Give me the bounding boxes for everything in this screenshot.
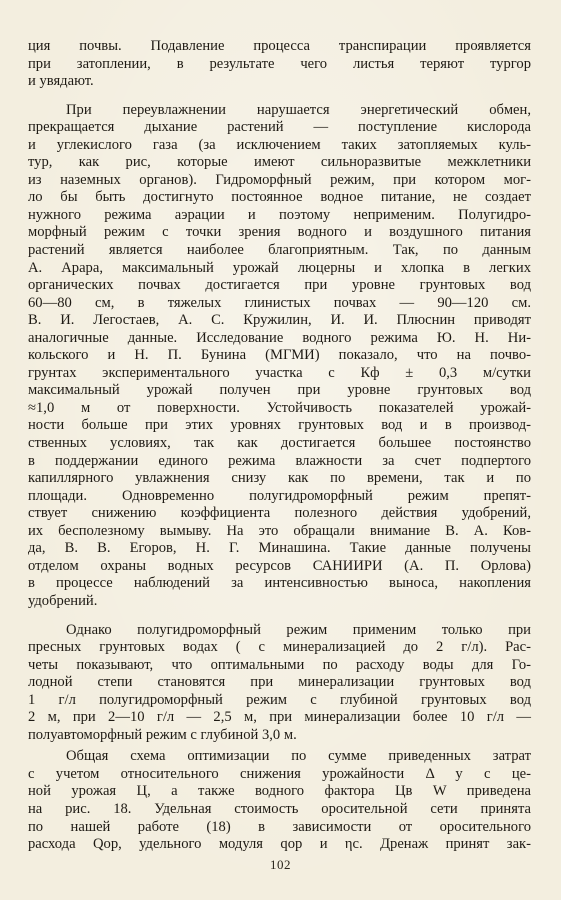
text-line: ности больше при этих уровнях грунтовых вод и в производ-	[28, 417, 531, 434]
text-line: ствует снижению коэффициента полезного действия удобрений,	[28, 505, 531, 522]
page-number: 102	[270, 857, 291, 872]
text-line: площади. Одновременно полугидроморфный режим препят-	[28, 487, 531, 504]
text-line: четы показывают, что оптимальными по расходу воды для Го-	[28, 656, 531, 673]
text-line: в процессе наблюдений за интенсивностью выноса, накопления	[28, 575, 531, 592]
text-line: с учетом относительного снижения урожайности Δ y с це-	[28, 765, 531, 782]
text-line: А. Арара, максимальный урожай люцерны и хлопка в легких	[28, 259, 531, 276]
text-line: полуавтоморфный режим с глубиной 3,0 м.	[28, 726, 297, 743]
paragraph-4	[28, 748, 531, 853]
text-line: и углекислого газа (за исключением таких затопляемых куль-	[28, 136, 531, 153]
text-line: грунтах экспериментального участка с Кф ± 0,3 м/сутки	[28, 364, 531, 381]
text-line: тур, как рис, которые имеют сильноразвитые межклетники	[28, 154, 531, 171]
text-line: да, В. В. Егоров, Н. Г. Минашина. Такие данные получены	[28, 540, 531, 557]
text-line: нужного режима аэрации и поэтому неприменим. Полугидро-	[28, 206, 531, 223]
paragraph-1	[28, 38, 531, 91]
text-line: их бесполезному вымыву. На это обращали внимание В. А. Ков-	[28, 522, 531, 539]
text-line: отделом охраны водных ресурсов САНИИРИ (А. П. Орлова)	[28, 557, 531, 574]
text-line: Однако полугидроморфный режим применим только при	[66, 621, 531, 638]
text-line: по нашей работе (18) в зависимости от оросительного	[28, 818, 531, 835]
paragraph-2	[28, 102, 531, 611]
text-line: удобрений.	[28, 592, 98, 609]
text-line: 1 г/л полугидроморфный режим с глубиной грунтовых вод	[28, 691, 531, 708]
paragraph-3	[28, 622, 531, 745]
text-line: морфный режим с точки зрения водного и воздушного питания	[28, 224, 531, 241]
text-line: ной урожая Ц, а также водного фактора Цв W приведена	[28, 783, 531, 800]
text-line: ция почвы. Подавление процесса транспирации проявляется	[28, 38, 531, 54]
text-line: капиллярного увлажнения снизу как по времени, так и по	[28, 470, 531, 487]
text-line: 60—80 см, в тяжелых глинистых почвах — 90—120 см.	[28, 294, 531, 311]
text-line: аналогичные данные. Исследование водного режима Ю. Н. Ни-	[28, 329, 531, 346]
text-line: Общая схема оптимизации по сумме приведенных затрат	[66, 748, 531, 765]
text-line: лодной степи становятся при минерализации грунтовых вод	[28, 674, 531, 691]
text-line: прекращается дыхание растений — поступление кислорода	[28, 119, 531, 136]
text-line: максимальный урожай получен при уровне грунтовых вод	[28, 382, 531, 399]
text-line: ственных условиях, так как достигается большее постоянство	[28, 435, 531, 452]
text-line: на рис. 18. Удельная стоимость оросительной сети принята	[28, 800, 531, 817]
text-line: растений является наиболее благоприятным. Так, по данным	[28, 242, 531, 259]
text-line: ≈1,0 м от поверхности. Устойчивость показателей урожай-	[28, 399, 531, 416]
text-line: ло бы быть достигнуто постоянное водное питание, не создает	[28, 189, 531, 206]
text-line: в поддержании единого режима влажности за счет подпертого	[28, 452, 531, 469]
text-line: расхода Qор, удельного модуля qор и ηс. Дренаж принят зак-	[28, 836, 531, 853]
text-line: пресных грунтовых водах ( с минерализацией до 2 г/л). Рас-	[28, 639, 531, 656]
text-line: При переувлажнении нарушается энергетический обмен,	[66, 101, 531, 118]
text-line: из наземных органов). Гидроморфный режим, при котором мог-	[28, 171, 531, 188]
text-line: В. И. Легостаев, А. С. Кружилин, И. И. Плюснин приводят	[28, 312, 531, 329]
text-line: органических почвах достигается при уровне грунтовых вод	[28, 277, 531, 294]
text-line: кольского и Н. П. Бунина (МГМИ) показало, что на почво-	[28, 347, 531, 364]
text-line: при затоплении, в результате чего листья теряют тургор	[28, 55, 531, 72]
text-line: и увядают.	[28, 73, 94, 90]
text-line: 2 м, при 2—10 г/л — 2,5 м, при минерализации более 10 г/л —	[28, 709, 531, 726]
